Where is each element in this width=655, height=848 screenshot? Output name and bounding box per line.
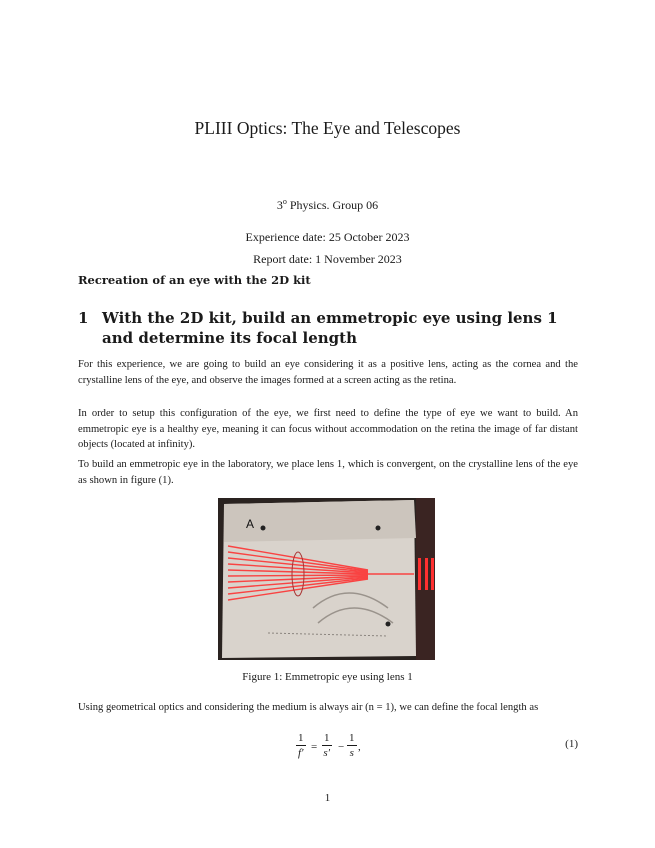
frac-numerator: 1 (298, 732, 304, 744)
paragraph: In order to setup this configuration of the eye, we first need to define the type of eye we want to build. An emmetropic eye is a healthy eye, meaning it can focus without accommodation on the retina the image of far distant objects (located at infinity). (78, 408, 578, 450)
optics-photo (218, 498, 435, 660)
figure-label: A (246, 517, 255, 531)
equation-number: (1) (565, 738, 578, 750)
frac-term2 (347, 732, 357, 760)
page-number: 1 (324, 792, 331, 804)
paper-title: PLIII Optics: The Eye and Telescopes (194, 118, 461, 138)
equals-sign: = (311, 741, 318, 753)
frac-denominator: s (349, 747, 354, 759)
section-number: 1 (78, 309, 89, 327)
course-ordinal: o (282, 197, 287, 206)
frac-numerator: 1 (349, 732, 355, 744)
frac-denominator: f′ (298, 747, 304, 759)
equation (0, 732, 655, 766)
subheading: Recreation of an eye with the 2D kit (78, 273, 311, 287)
frac-numerator: 1 (324, 732, 330, 744)
frac-term1 (322, 732, 332, 760)
frac-lhs (296, 732, 306, 760)
figure-photo (218, 498, 435, 660)
section-title: With the 2D kit, build an emmetropic eye using lens 1 and determine its focal length (102, 309, 558, 347)
section-heading (78, 308, 583, 348)
paragraph: Using geometrical optics and considering the medium is always air (n = 1), we can define the focal length as (78, 702, 539, 713)
minus-sign: − (338, 741, 345, 753)
course-year: 3 (276, 198, 283, 212)
paragraph: For this experience, we are going to build an eye considering it as a positive lens, acting as the cornea and the crystalline lens of the eye, and observe the images formed at a screen acting as the retina. (78, 359, 578, 386)
experience-date: Experience date: 25 October 2023 (245, 230, 410, 244)
frac-denominator: s′ (323, 747, 331, 759)
paragraph: To build an emmetropic eye in the laboratory, we place lens 1, which is convergent, on the crystalline lens of the eye as shown in figure (1). (78, 459, 578, 486)
course-group: Physics. Group 06 (286, 198, 379, 212)
figure-caption: Figure 1: Emmetropic eye using lens 1 (242, 671, 413, 683)
equation-comma: , (358, 741, 361, 753)
report-date: Report date: 1 November 2023 (253, 252, 402, 266)
author-line (0, 197, 655, 213)
